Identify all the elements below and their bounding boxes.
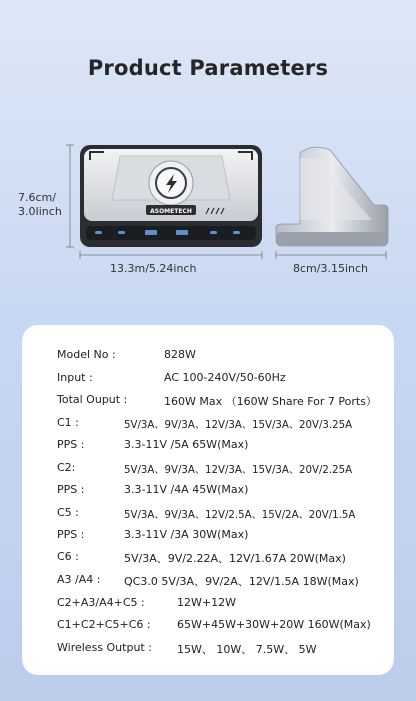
spec-label: PPS : [57, 483, 85, 496]
spec-value: 3.3-11V /3A 30W(Max) [124, 528, 249, 541]
spec-value: 15W、 10W、 7.5W、 5W [177, 643, 317, 656]
spec-label: PPS : [57, 528, 85, 541]
spec-label: Total Ouput : [57, 393, 128, 406]
spec-value: QC3.0 5V/3A、9V/2A、12V/1.5A 18W(Max) [124, 575, 359, 588]
spec-label: C2: [57, 461, 76, 474]
page-title: Product Parameters [87, 56, 329, 80]
height-dimension-label-1: 7.6cm/ [18, 191, 56, 204]
spec-value: 160W Max （160W Share For 7 Ports） [164, 395, 377, 408]
spec-value: 828W [164, 348, 196, 361]
depth-dimension-label: 8cm/3.15inch [293, 262, 369, 275]
spec-value: 65W+45W+30W+20W 160W(Max) [177, 618, 371, 631]
height-dimension-label-2: 3.0Iinch [18, 205, 62, 218]
spec-label: C6 : [57, 550, 79, 563]
spec-value: 3.3-11V /4A 45W(Max) [124, 483, 249, 496]
spec-label: C2+A3/A4+C5 : [57, 596, 145, 609]
brand-logo: ASOMETECH [150, 208, 192, 215]
spec-value: 12W+12W [177, 596, 236, 609]
spec-value: 3.3-11V /5A 65W(Max) [124, 438, 249, 451]
spec-label: PPS : [57, 438, 85, 451]
spec-label: Model No : [57, 348, 116, 361]
spec-value: 5V/3A、9V/3A、12V/3A、15V/3A、20V/2.25A [124, 465, 353, 476]
width-dimension-label: 13.3m/5.24inch [110, 262, 197, 275]
spec-label: C5 : [57, 506, 79, 519]
spec-value: 5V/3A、9V/3A、12V/2.5A、15V/2A、20V/1.5A [124, 510, 356, 521]
spec-value: 5V/3A、9V/3A、12V/3A、15V/3A、20V/3.25A [124, 420, 353, 431]
spec-label: C1 : [57, 416, 79, 429]
spec-label: A3 /A4 : [57, 573, 101, 586]
spec-value: AC 100-240V/50-60Hz [164, 371, 286, 384]
spec-label: Wireless Output : [57, 641, 152, 654]
spec-value: 5V/3A、9V/2.22A、12V/1.67A 20W(Max) [124, 552, 346, 565]
spec-label: C1+C2+C5+C6 : [57, 618, 151, 631]
spec-label: Input : [57, 371, 93, 384]
